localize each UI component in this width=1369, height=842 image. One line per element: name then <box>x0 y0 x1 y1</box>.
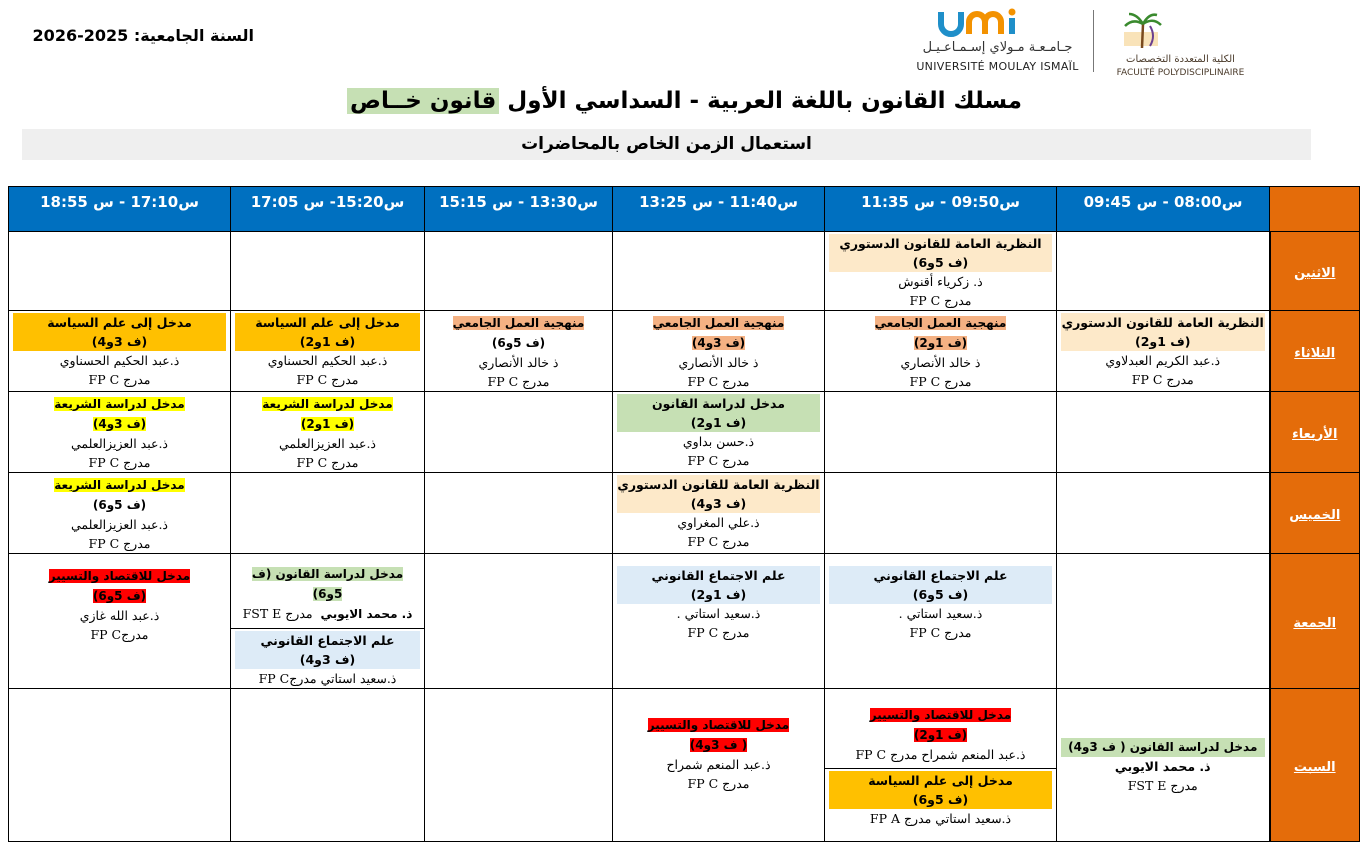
cell <box>613 311 825 392</box>
group-label: (ف 3و4) <box>691 336 746 350</box>
class-label <box>1061 313 1265 351</box>
time-slot-6: س17:10 - س 18:55 <box>9 187 231 232</box>
room: مدرج FP C <box>687 453 750 468</box>
academic-year: السنة الجامعية: 2025-2026 <box>32 26 254 45</box>
day-friday <box>1270 554 1360 689</box>
cell <box>613 392 825 473</box>
cell <box>231 311 425 392</box>
group-label: (ف 3و4) <box>92 417 147 431</box>
cell <box>1057 554 1270 689</box>
corner-cell <box>1270 187 1360 232</box>
cell <box>9 473 231 554</box>
professor: ذ.عبد العزيزالعلمي <box>71 517 168 532</box>
day-thursday <box>1270 473 1360 554</box>
class-slot <box>829 566 1052 642</box>
room: مدرج FP C <box>909 625 972 640</box>
professor: ذ.علي المغراوي <box>677 515 760 530</box>
day-wednesday <box>1270 392 1360 473</box>
cell <box>425 554 613 689</box>
course-name: مدخل لدراسة القانون ( ف 3و4) <box>1061 738 1265 757</box>
cell <box>231 554 425 689</box>
course-name: مدخل إلى علم السياسة <box>255 315 400 330</box>
class-slot <box>829 771 1052 828</box>
cell <box>425 392 613 473</box>
cell <box>9 232 231 311</box>
room: مدرج FP C <box>88 536 151 551</box>
course-name: مدخل لدراسة الشريعة <box>54 397 185 411</box>
professor: ذ.عبد المنعم شمراح <box>666 757 771 772</box>
class-slot <box>829 234 1052 310</box>
class-slot <box>1061 313 1265 389</box>
class-slot <box>13 566 226 644</box>
day-link-thursday[interactable]: الخميس <box>1289 507 1341 523</box>
palm-tree-icon <box>1120 8 1164 52</box>
class-label <box>13 313 226 351</box>
class-slot <box>429 313 608 391</box>
page-subtitle: استعمال الزمن الخاص بالمحاضرات <box>22 129 1311 160</box>
class-slot <box>1061 738 1265 795</box>
group-label: (ف 5و6) <box>912 255 969 270</box>
group-label: (ف 1و2) <box>690 587 747 602</box>
class-slot <box>13 475 226 553</box>
group-label: (ف 5و6) <box>92 498 147 512</box>
group-label: (ف 5و6) <box>92 589 147 603</box>
professor: ذ. محمد الايوبي <box>1114 758 1211 774</box>
title-highlight: قانون خــاص <box>347 88 499 114</box>
cell <box>231 392 425 473</box>
umi-logo-arabic: جـامـعـة مـولاي إسـمـاعـيـل <box>922 40 1073 55</box>
group-label: (ف 1و2) <box>299 334 356 349</box>
row-tuesday <box>9 311 1360 392</box>
room: مدرج FP C <box>687 625 750 640</box>
day-link-tuesday[interactable]: الثلاثاء <box>1294 345 1336 361</box>
class-label <box>617 475 820 513</box>
cell <box>1057 392 1270 473</box>
row-monday <box>9 232 1360 311</box>
fp-logo-arabic: الكلية المتعددة التخصصات <box>1126 54 1235 65</box>
professor: ذ.عبد المنعم شمراح مدرج FP C <box>855 747 1026 762</box>
cell <box>613 232 825 311</box>
group-label: (ف 5و6) <box>491 336 546 350</box>
course-name: النظرية العامة للقانون الدستوري <box>839 236 1042 251</box>
group-label: (ف 1و2) <box>913 728 968 742</box>
class-label <box>235 313 420 351</box>
class-label <box>829 234 1052 272</box>
course-name: مدخل لدراسة القانون <box>652 396 785 411</box>
cell <box>425 232 613 311</box>
professor: ذ. زكرياء أقنوش <box>898 274 983 289</box>
cell <box>9 392 231 473</box>
cell <box>825 554 1057 689</box>
class-slot <box>617 475 820 551</box>
professor: ذ خالد الأنصاري <box>678 355 759 370</box>
professor: ذ.عبد الكريم العبدلاوي <box>1105 353 1221 368</box>
cell <box>425 473 613 554</box>
professor: ذ.سعيد استاتي . <box>676 606 761 621</box>
cell <box>231 232 425 311</box>
group-label: (ف 1و2) <box>690 415 747 430</box>
group-label: (ف 5و6) <box>912 587 969 602</box>
room: مدرج FP C <box>487 374 550 389</box>
room: مدرج FP C <box>88 455 151 470</box>
course-name: مدخل إلى علم السياسة <box>47 315 192 330</box>
group-label: (ف 3و4) <box>690 496 747 511</box>
professor: ذ.عبد الحكيم الحسناوي <box>59 353 180 368</box>
time-slot-3: س11:40 - س 13:25 <box>613 187 825 232</box>
cell <box>825 473 1057 554</box>
cell <box>1057 473 1270 554</box>
course-name: مدخل للاقتصاد والتسيير <box>48 569 191 583</box>
room: مدرج FP C <box>909 374 972 389</box>
course-name: مدخل للاقتصاد والتسيير <box>647 718 790 732</box>
page-title <box>0 88 1369 114</box>
professor: ذ.عبد العزيزالعلمي <box>71 436 168 451</box>
group-label: (ف 3و4) <box>299 652 356 667</box>
cell <box>613 554 825 689</box>
logo-divider <box>1093 10 1094 72</box>
professor: ذ.عبد الحكيم الحسناوي <box>267 353 388 368</box>
divider <box>825 768 1056 769</box>
day-tuesday <box>1270 311 1360 392</box>
cell <box>425 311 613 392</box>
class-slot <box>829 313 1052 391</box>
class-slot <box>13 313 226 389</box>
class-slot <box>235 564 420 624</box>
cell <box>1057 232 1270 311</box>
professor: ذ.سعيد استاتي مدرجFP C <box>258 671 397 686</box>
fp-logo <box>1108 8 1253 78</box>
cell <box>9 689 231 842</box>
course-name: مدخل للاقتصاد والتسيير <box>869 708 1012 722</box>
course-name: علم الاجتماع القانوني <box>873 568 1008 583</box>
umi-logo <box>915 8 1080 78</box>
professor: ذ خالد الأنصاري <box>900 355 981 370</box>
course-name: النظرية العامة للقانون الدستوري <box>617 477 820 492</box>
professor: ذ.حسن بداوي <box>682 434 755 449</box>
professor: ذ.عبد الله غازي <box>79 608 160 623</box>
room: مدرج FST E <box>1127 777 1198 793</box>
row-friday <box>9 554 1360 689</box>
professor: ذ.عبد العزيزالعلمي <box>279 436 376 451</box>
day-saturday <box>1270 689 1360 842</box>
room: مدرج FP C <box>296 455 359 470</box>
group-label: (ف 3و4) <box>91 334 148 349</box>
timetable <box>8 186 1360 842</box>
professor: ذ.سعيد استاتي مدرج FP A <box>869 811 1012 826</box>
day-link-friday[interactable]: الجمعة <box>1293 615 1337 631</box>
room: مدرج FP C <box>296 372 359 387</box>
class-slot <box>617 715 820 793</box>
class-slot <box>617 394 820 470</box>
class-label <box>829 566 1052 604</box>
class-label <box>829 771 1052 809</box>
room: مدرجFP C <box>90 627 149 642</box>
time-slot-1: س08:00 - س 09:45 <box>1057 187 1270 232</box>
group-label: (ف 1و2) <box>300 417 355 431</box>
course-name: منهجية العمل الجامعي <box>452 316 585 330</box>
room: مدرج FP C <box>88 372 151 387</box>
course-name: مدخل إلى علم السياسة <box>868 773 1013 788</box>
professor: ذ.سعيد استاتي . <box>898 606 983 621</box>
cell <box>825 311 1057 392</box>
group-label: (ف 5و6) <box>912 792 969 807</box>
day-monday <box>1270 232 1360 311</box>
room: مدرج FP C <box>687 374 750 389</box>
course-name: منهجية العمل الجامعي <box>652 316 785 330</box>
cell <box>613 689 825 842</box>
course-name: مدخل لدراسة القانون (ف 5و6) <box>251 567 404 601</box>
course-name: النظرية العامة للقانون الدستوري <box>1061 315 1264 330</box>
cell <box>231 473 425 554</box>
course-name: منهجية العمل الجامعي <box>874 316 1007 330</box>
day-link-wednesday[interactable]: الأربعاء <box>1292 426 1338 442</box>
time-slot-5: س15:20- س 17:05 <box>231 187 425 232</box>
room: مدرج FP C <box>687 534 750 549</box>
divider <box>231 628 424 629</box>
room: مدرج FP C <box>1131 372 1194 387</box>
cell <box>825 232 1057 311</box>
group-label: ( ف 3و4) <box>689 738 748 752</box>
class-label <box>235 631 420 669</box>
class-label <box>617 566 820 604</box>
class-label <box>617 394 820 432</box>
cell <box>613 473 825 554</box>
time-slot-4: س13:30 - س 15:15 <box>425 187 613 232</box>
day-link-saturday[interactable]: السبت <box>1293 759 1336 775</box>
course-name: علم الاجتماع القانوني <box>651 568 786 583</box>
course-name: علم الاجتماع القانوني <box>260 633 395 648</box>
class-slot <box>235 394 420 472</box>
row-wednesday <box>9 392 1360 473</box>
professor: ذ. محمد الايوبي <box>320 607 413 621</box>
class-slot <box>235 631 420 688</box>
professor: ذ خالد الأنصاري <box>478 355 559 370</box>
cell <box>1057 311 1270 392</box>
umi-logo-french: UNIVERSITÉ MOULAY ISMAÏL <box>916 60 1079 73</box>
cell <box>425 689 613 842</box>
row-saturday <box>9 689 1360 842</box>
room: مدرج FP C <box>909 293 972 308</box>
course-name: مدخل لدراسة الشريعة <box>262 397 393 411</box>
time-slot-2: س09:50 - س 11:35 <box>825 187 1057 232</box>
room: مدرج FP C <box>687 776 750 791</box>
title-main: مسلك القانون باللغة العربية - السداسي الأول <box>507 88 1022 114</box>
header-row <box>9 187 1360 232</box>
cell <box>9 554 231 689</box>
cell <box>1057 689 1270 842</box>
cell <box>231 689 425 842</box>
class-slot <box>13 394 226 472</box>
cell <box>9 311 231 392</box>
row-thursday <box>9 473 1360 554</box>
course-name: مدخل لدراسة الشريعة <box>54 478 185 492</box>
class-slot <box>235 313 420 389</box>
cell <box>825 392 1057 473</box>
room: مدرج FST E <box>242 606 313 621</box>
class-slot <box>829 705 1052 764</box>
group-label: (ف 1و2) <box>1135 334 1191 349</box>
day-link-monday[interactable]: الاثنين <box>1294 265 1336 281</box>
class-slot <box>617 566 820 642</box>
fp-logo-french: FACULTÉ POLYDISCIPLINAIRE <box>1116 68 1245 78</box>
umi-logo-mark <box>937 8 1057 38</box>
cell <box>825 689 1057 842</box>
group-label: (ف 1و2) <box>913 336 968 350</box>
class-slot <box>617 313 820 391</box>
